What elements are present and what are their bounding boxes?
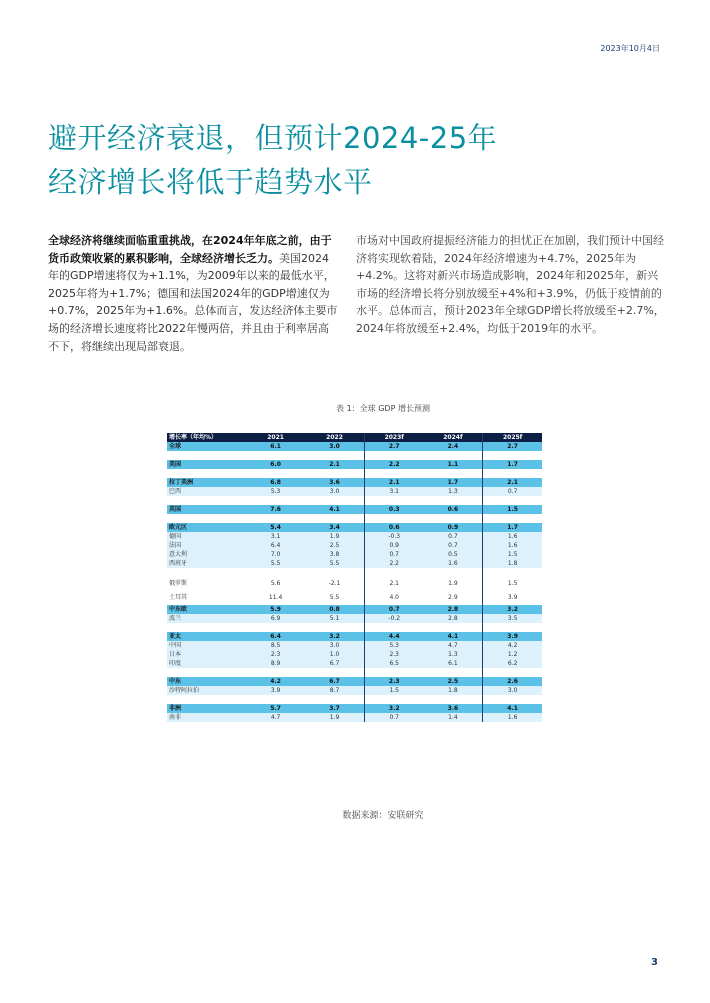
value-cell: 3.0 xyxy=(305,442,364,451)
value-cell: 1.5 xyxy=(483,550,542,559)
value-cell: 0.6 xyxy=(364,523,423,532)
right-column xyxy=(356,232,668,338)
table-row xyxy=(167,442,542,451)
table-row xyxy=(167,650,542,659)
value-cell: 0.8 xyxy=(305,605,364,614)
value-cell xyxy=(246,451,305,460)
table-row xyxy=(167,559,542,568)
value-cell: 0.9 xyxy=(424,523,483,532)
value-cell xyxy=(483,668,542,677)
value-cell: 5.7 xyxy=(246,704,305,713)
row-label-cell: 土耳其 xyxy=(167,591,246,605)
row-label-cell: 全球 xyxy=(167,442,246,451)
value-cell: 2.3 xyxy=(246,650,305,659)
value-cell: 4.2 xyxy=(246,677,305,686)
value-cell xyxy=(424,451,483,460)
header-cell: 2024f xyxy=(424,433,483,442)
value-cell xyxy=(483,451,542,460)
value-cell xyxy=(305,695,364,704)
value-cell xyxy=(364,496,423,505)
row-label-cell xyxy=(167,623,246,632)
value-cell: 1.0 xyxy=(305,650,364,659)
value-cell xyxy=(246,568,305,577)
value-cell xyxy=(424,496,483,505)
row-label-cell xyxy=(167,514,246,523)
table-row xyxy=(167,605,542,614)
value-cell: 1.6 xyxy=(483,541,542,550)
value-cell: 3.1 xyxy=(364,487,423,496)
value-cell: 0.5 xyxy=(424,550,483,559)
value-cell xyxy=(364,668,423,677)
row-label-cell: 俄罗斯 xyxy=(167,577,246,591)
value-cell: 8.7 xyxy=(305,686,364,695)
spacer-row xyxy=(167,623,542,632)
value-cell: 3.2 xyxy=(364,704,423,713)
row-label-cell: 美国 xyxy=(167,460,246,469)
value-cell: 1.9 xyxy=(424,577,483,591)
row-label-cell: 英国 xyxy=(167,505,246,514)
value-cell xyxy=(424,668,483,677)
value-cell xyxy=(364,623,423,632)
table-row xyxy=(167,641,542,650)
table-row xyxy=(167,505,542,514)
value-cell: 3.1 xyxy=(246,532,305,541)
spacer-row xyxy=(167,668,542,677)
left-body-text: 美国2024年的GDP增速将仅为+1.1%，为2009年以来的最低水平，2025年将为+1.7%；德国和法国2024年的GDP增速仅为+0.7%，2025年为+1.6%。总体而言，发达经济体主要市场的经济增长速度将比2022年慢两倍，并且由于利率居高不下，将继续出现局部衰退。 xyxy=(48,251,338,353)
value-cell xyxy=(424,469,483,478)
value-cell xyxy=(483,514,542,523)
value-cell: 3.5 xyxy=(483,614,542,623)
value-cell xyxy=(364,514,423,523)
row-label-cell: 意大利 xyxy=(167,550,246,559)
value-cell xyxy=(424,514,483,523)
value-cell xyxy=(483,496,542,505)
title-line-2: 经济增长将低于趋势水平 xyxy=(48,165,373,199)
value-cell: 5.1 xyxy=(305,614,364,623)
gdp-forecast-table xyxy=(167,433,542,722)
value-cell xyxy=(246,668,305,677)
value-cell: 2.2 xyxy=(364,460,423,469)
value-cell xyxy=(305,623,364,632)
value-cell: 1.7 xyxy=(483,523,542,532)
value-cell: 8.5 xyxy=(246,641,305,650)
value-cell xyxy=(424,695,483,704)
right-body-text: 市场对中国政府提振经济能力的担忧正在加剧，我们预计中国经济将实现软着陆，2024年经济增速为+4.7%，2025年为+4.2%。这将对新兴市场造成影响，2024年和2025年，新兴市场的经济增长将分别放缓至+4%和+3.9%，仍低于疫情前的水平。总体而言，预计2023年全球GDP增长将放缓至+2.7%，2024年将放缓至+2.4%，均低于2019年的水平。 xyxy=(356,234,665,335)
row-label-cell: 南非 xyxy=(167,713,246,722)
row-label-cell xyxy=(167,695,246,704)
data-source: 数据来源：安联研究 xyxy=(342,811,424,821)
value-cell: 2.7 xyxy=(483,442,542,451)
value-cell: 1.1 xyxy=(424,460,483,469)
row-label-cell: 德国 xyxy=(167,532,246,541)
row-label-cell: 拉丁美洲 xyxy=(167,478,246,487)
value-cell: 0.9 xyxy=(364,541,423,550)
row-label-cell: 法国 xyxy=(167,541,246,550)
spacer-row xyxy=(167,695,542,704)
value-cell: 1.8 xyxy=(483,559,542,568)
header-cell: 增长率（年均%） xyxy=(167,433,246,442)
value-cell xyxy=(305,496,364,505)
value-cell: 2.6 xyxy=(483,677,542,686)
value-cell: 5.5 xyxy=(246,559,305,568)
value-cell: 2.1 xyxy=(364,478,423,487)
value-cell: 1.6 xyxy=(483,532,542,541)
row-label-cell: 非洲 xyxy=(167,704,246,713)
header-cell: 2021 xyxy=(246,433,305,442)
value-cell: 3.6 xyxy=(305,478,364,487)
value-cell: 4.0 xyxy=(364,591,423,605)
value-cell: 1.9 xyxy=(305,532,364,541)
value-cell: 6.7 xyxy=(305,677,364,686)
row-label-cell: 中东 xyxy=(167,677,246,686)
row-label-cell: 西班牙 xyxy=(167,559,246,568)
value-cell: 2.4 xyxy=(424,442,483,451)
value-cell: 3.0 xyxy=(305,641,364,650)
value-cell: 0.7 xyxy=(424,541,483,550)
value-cell: 2.1 xyxy=(364,577,423,591)
value-cell: 4.4 xyxy=(364,632,423,641)
value-cell: 5.3 xyxy=(364,641,423,650)
value-cell: 1.3 xyxy=(424,650,483,659)
value-cell: 5.4 xyxy=(246,523,305,532)
value-cell: 5.3 xyxy=(246,487,305,496)
row-label-cell: 亚太 xyxy=(167,632,246,641)
header-cell: 2023f xyxy=(364,433,423,442)
value-cell: 4.7 xyxy=(246,713,305,722)
value-cell: 2.9 xyxy=(424,591,483,605)
spacer-row xyxy=(167,451,542,460)
spacer-row xyxy=(167,496,542,505)
value-cell: 0.7 xyxy=(424,532,483,541)
value-cell xyxy=(305,451,364,460)
value-cell: 1.7 xyxy=(483,460,542,469)
table-row xyxy=(167,478,542,487)
value-cell: 0.7 xyxy=(483,487,542,496)
value-cell: 6.1 xyxy=(424,659,483,668)
value-cell: 2.7 xyxy=(364,442,423,451)
header-cell: 2025f xyxy=(483,433,542,442)
value-cell: 6.0 xyxy=(246,460,305,469)
row-label-cell: 中东欧 xyxy=(167,605,246,614)
value-cell xyxy=(246,469,305,478)
value-cell: 1.7 xyxy=(424,478,483,487)
value-cell: 0.7 xyxy=(364,605,423,614)
value-cell: 2.8 xyxy=(424,614,483,623)
value-cell: 0.6 xyxy=(424,505,483,514)
value-cell: 3.9 xyxy=(246,686,305,695)
value-cell: 0.3 xyxy=(364,505,423,514)
value-cell: 1.5 xyxy=(483,577,542,591)
value-cell: 1.2 xyxy=(483,650,542,659)
value-cell: 6.7 xyxy=(305,659,364,668)
row-label-cell xyxy=(167,668,246,677)
value-cell: 5.6 xyxy=(246,577,305,591)
value-cell: 2.3 xyxy=(364,677,423,686)
value-cell: 3.2 xyxy=(305,632,364,641)
table-row xyxy=(167,659,542,668)
value-cell: 1.5 xyxy=(364,686,423,695)
value-cell: -2.1 xyxy=(305,577,364,591)
table-row xyxy=(167,632,542,641)
value-cell: 1.8 xyxy=(424,686,483,695)
table-row xyxy=(167,704,542,713)
value-cell: 2.5 xyxy=(305,541,364,550)
value-cell: 0.7 xyxy=(364,713,423,722)
value-cell: 1.6 xyxy=(424,559,483,568)
value-cell: 4.1 xyxy=(305,505,364,514)
row-label-cell xyxy=(167,496,246,505)
value-cell: 7.6 xyxy=(246,505,305,514)
value-cell: 3.4 xyxy=(305,523,364,532)
value-cell xyxy=(364,451,423,460)
page-number: 3 xyxy=(651,957,658,968)
table-row xyxy=(167,614,542,623)
value-cell: 1.9 xyxy=(305,713,364,722)
table-row xyxy=(167,550,542,559)
value-cell xyxy=(246,623,305,632)
value-cell: 0.7 xyxy=(364,550,423,559)
value-cell: 1.6 xyxy=(483,713,542,722)
value-cell: 4.1 xyxy=(424,632,483,641)
value-cell xyxy=(305,668,364,677)
value-cell: 2.1 xyxy=(483,478,542,487)
header-cell: 2022 xyxy=(305,433,364,442)
value-cell: 3.2 xyxy=(483,605,542,614)
spacer-row xyxy=(167,568,542,577)
value-cell: 1.4 xyxy=(424,713,483,722)
value-cell: -0.3 xyxy=(364,532,423,541)
value-cell xyxy=(364,695,423,704)
value-cell xyxy=(483,623,542,632)
value-cell xyxy=(246,496,305,505)
row-label-cell xyxy=(167,469,246,478)
value-cell xyxy=(246,514,305,523)
row-label-cell: 欧元区 xyxy=(167,523,246,532)
page-title xyxy=(48,116,497,204)
value-cell: 3.9 xyxy=(483,632,542,641)
value-cell: 3.6 xyxy=(424,704,483,713)
spacer-row xyxy=(167,514,542,523)
value-cell: 6.1 xyxy=(246,442,305,451)
value-cell: 6.4 xyxy=(246,541,305,550)
spacer-row xyxy=(167,469,542,478)
table-caption: 表 1：全球 GDP 增长预测 xyxy=(336,404,430,413)
value-cell: 1.3 xyxy=(424,487,483,496)
value-cell xyxy=(483,568,542,577)
value-cell: 7.0 xyxy=(246,550,305,559)
row-label-cell xyxy=(167,568,246,577)
table-row xyxy=(167,677,542,686)
value-cell xyxy=(305,469,364,478)
row-label-cell: 巴西 xyxy=(167,487,246,496)
table-row xyxy=(167,577,542,591)
value-cell: 2.5 xyxy=(424,677,483,686)
value-cell: 3.9 xyxy=(483,591,542,605)
value-cell: 4.1 xyxy=(483,704,542,713)
value-cell: 1.5 xyxy=(483,505,542,514)
value-cell: 3.7 xyxy=(305,704,364,713)
row-label-cell: 中国 xyxy=(167,641,246,650)
value-cell xyxy=(305,514,364,523)
value-cell: 6.8 xyxy=(246,478,305,487)
value-cell xyxy=(483,695,542,704)
value-cell: 3.8 xyxy=(305,550,364,559)
value-cell: 6.2 xyxy=(483,659,542,668)
value-cell: 5.5 xyxy=(305,559,364,568)
value-cell: 6.9 xyxy=(246,614,305,623)
value-cell: 4.2 xyxy=(483,641,542,650)
value-cell: 3.0 xyxy=(483,686,542,695)
value-cell xyxy=(483,469,542,478)
row-label-cell: 印度 xyxy=(167,659,246,668)
value-cell: 2.8 xyxy=(424,605,483,614)
value-cell: 6.5 xyxy=(364,659,423,668)
value-cell xyxy=(364,568,423,577)
value-cell xyxy=(424,568,483,577)
value-cell: 2.2 xyxy=(364,559,423,568)
row-label-cell: 日本 xyxy=(167,650,246,659)
value-cell xyxy=(246,695,305,704)
value-cell: 8.9 xyxy=(246,659,305,668)
value-cell: 4.7 xyxy=(424,641,483,650)
table-row xyxy=(167,541,542,550)
value-cell: -0.2 xyxy=(364,614,423,623)
value-cell: 11.4 xyxy=(246,591,305,605)
lead-paragraph: 全球经济将继续面临重重挑战，在2024年年底之前，由于货币政策收紧的累积影响，全球经济增长乏力。 xyxy=(48,234,332,265)
table-row xyxy=(167,591,542,605)
value-cell: 2.3 xyxy=(364,650,423,659)
value-cell xyxy=(364,469,423,478)
row-label-cell: 沙特阿拉伯 xyxy=(167,686,246,695)
table-row xyxy=(167,487,542,496)
table-row xyxy=(167,686,542,695)
table-row xyxy=(167,713,542,722)
row-label-cell: 波兰 xyxy=(167,614,246,623)
table-body xyxy=(167,442,542,722)
table-row xyxy=(167,460,542,469)
value-cell: 2.1 xyxy=(305,460,364,469)
left-column xyxy=(48,232,338,355)
value-cell xyxy=(424,623,483,632)
row-label-cell xyxy=(167,451,246,460)
value-cell: 6.4 xyxy=(246,632,305,641)
title-line-1: 避开经济衰退，但预计2024-25年 xyxy=(48,121,498,155)
table-header-row xyxy=(167,433,542,442)
value-cell xyxy=(305,568,364,577)
value-cell: 5.5 xyxy=(305,591,364,605)
value-cell: 5.9 xyxy=(246,605,305,614)
table-row xyxy=(167,523,542,532)
report-date: 2023年10月4日 xyxy=(600,44,660,53)
table-row xyxy=(167,532,542,541)
value-cell: 3.0 xyxy=(305,487,364,496)
